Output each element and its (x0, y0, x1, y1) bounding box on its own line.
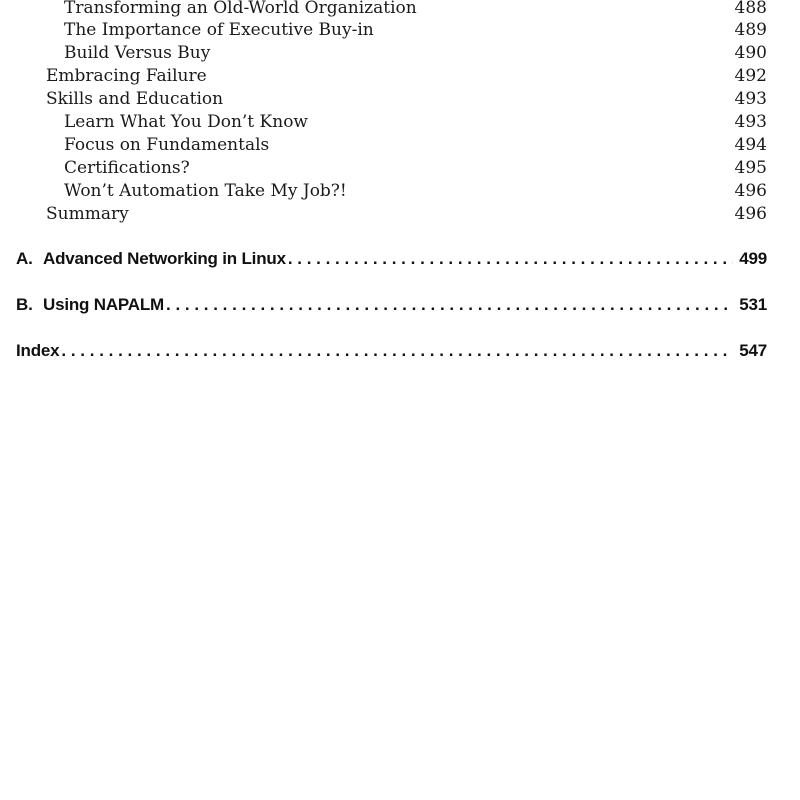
toc-entry-page: 496 (734, 181, 767, 201)
toc-entry-page: 488 (734, 0, 767, 18)
toc-entry-page: 492 (734, 66, 767, 86)
toc-entry[interactable] (0, 134, 800, 157)
toc-entry[interactable] (0, 111, 800, 134)
toc-entry-title: Transforming an Old-World Organization (64, 0, 417, 18)
toc-appendix-a[interactable] (16, 245, 767, 273)
toc-entry[interactable] (0, 180, 800, 203)
index-page: 547 (739, 341, 767, 360)
toc-entry-page: 493 (734, 89, 767, 109)
dot-leader (61, 337, 733, 365)
toc-entry-page: 490 (734, 43, 767, 63)
toc-entry-title: Certifications? (64, 158, 190, 178)
toc-entry[interactable] (0, 203, 800, 226)
toc-entry[interactable] (0, 157, 800, 180)
toc-entry-page: 489 (734, 20, 767, 40)
toc-entry-page: 494 (734, 135, 767, 155)
toc-entry[interactable] (0, 19, 800, 42)
toc-entry-page: 496 (734, 204, 767, 224)
toc-entry-title: Embracing Failure (46, 66, 207, 86)
toc-entry[interactable] (0, 65, 800, 88)
toc-entry-title: The Importance of Executive Buy-in (64, 20, 374, 40)
appendix-page: 499 (739, 249, 767, 268)
toc-entry-title: Skills and Education (46, 89, 224, 109)
toc-entry[interactable] (0, 0, 800, 20)
toc-entry-title: Focus on Fundamentals (64, 135, 270, 155)
toc-entry-title: Summary (46, 204, 129, 224)
dot-leader (288, 245, 733, 273)
toc-appendix-b[interactable] (16, 291, 767, 319)
toc-entry[interactable] (0, 42, 800, 65)
toc-entry-title: Learn What You Don’t Know (64, 112, 308, 132)
toc-entry-title: Won’t Automation Take My Job?! (64, 181, 347, 201)
appendix-label: A. (16, 249, 33, 268)
dot-leader (166, 291, 733, 319)
appendix-title: Using NAPALM (43, 295, 164, 314)
appendix-label: B. (16, 295, 33, 314)
toc-entry-page: 493 (734, 112, 767, 132)
toc-entry[interactable] (0, 88, 800, 111)
toc-entry-page: 495 (734, 158, 767, 178)
appendix-page: 531 (739, 295, 767, 314)
index-title: Index (16, 341, 60, 360)
toc-entry-title: Build Versus Buy (64, 43, 211, 63)
toc-index[interactable] (16, 337, 767, 365)
appendix-title: Advanced Networking in Linux (43, 249, 286, 268)
